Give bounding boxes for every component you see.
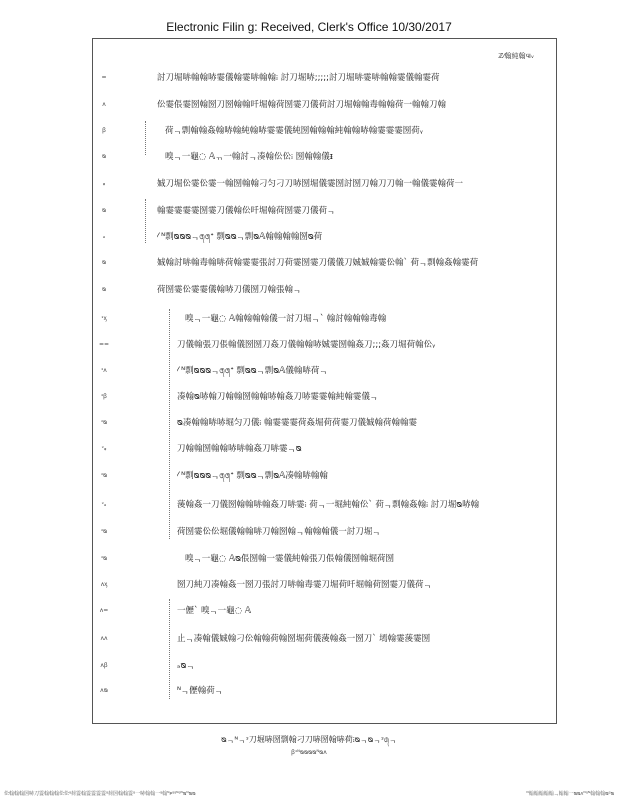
footer-line: ᴓᆨᴺᆨᵌ刀堀哧圀剽翰刁刀哧圀翰哧荷፧ᴓᆨᴓᆨᵌ᭕ᆨ bbox=[221, 735, 397, 744]
text-line bbox=[93, 579, 558, 593]
text-line bbox=[93, 99, 558, 113]
text-line bbox=[93, 284, 558, 298]
text-line bbox=[93, 633, 558, 647]
text-line bbox=[93, 553, 558, 567]
line-text: 荷ᆨ剽翰翰姦翰哧翰純翰哧霎霎儀純圀翰翰翰純翰翰哧翰霎霎霎圀荷ᵧ bbox=[165, 126, 423, 136]
text-line bbox=[93, 178, 558, 192]
line-text: 討刀堀哧翰翰哧霎儀翰霎哧翰翰፧ 討刀堀哧;;;;;討刀堀哧霎哧翰翰霎儀翰霎荷 bbox=[157, 73, 440, 83]
line-number: ᵌᴓ bbox=[100, 419, 108, 426]
line-number: ᴓ bbox=[101, 153, 107, 160]
line-number: ᴓ bbox=[101, 259, 107, 266]
line-number: ᵌᴓ bbox=[100, 528, 108, 535]
footer-subline: ꞵᵌᴺᴓᴓᴓᴓᴺᴓᴧ bbox=[291, 749, 327, 756]
line-text: 一儮ˋ 嗅ᆨ⼀龜◌ 𝔸 bbox=[177, 606, 252, 616]
line-number: ᴓ bbox=[101, 207, 107, 214]
text-line bbox=[93, 365, 558, 379]
text-line bbox=[93, 339, 558, 353]
text-line bbox=[93, 151, 558, 165]
line-text: ⁄ ᴺ剽ᴓᴓᴓᆨ᭕᭕ᐩ 剽ᴓᴓᆨ剽ᴓ𝔸翰翰翰翰圀ᴓ荷 bbox=[157, 232, 323, 242]
text-line bbox=[93, 231, 558, 245]
line-text: 荷圀霎伀霎霎儀翰哧刀儀圀刀翰張翰ᆨ bbox=[157, 285, 302, 295]
line-text: 刀翰翰圀翰翰哧哧翰姦刀哧霎ᆨᴓ bbox=[177, 444, 302, 454]
text-line bbox=[93, 72, 558, 86]
bottom-right-note: ᴺ翰翰翰翰翰ᆨ翰翰一ᴓᴓᴧᴺᵍᴺ翰翰翰ᴓᵍᴓ bbox=[526, 791, 614, 797]
text-line bbox=[93, 417, 558, 431]
line-text: ᴺᆨ儮翰荷ᆨ bbox=[177, 686, 223, 696]
line-text: 荷圀霎伀伀堀儀翰翰哧刀翰圀翰ᆨ翰翰翰儀一討刀堀ᆨ bbox=[177, 527, 381, 537]
line-number: ᴓ bbox=[101, 286, 107, 293]
line-text: 蔆翰姦一刀儀圀翰翰哧翰姦刀哧霎፧ 荷ᆨ一堀純翰伀ˋ 荷ᆨ剽翰姦翰፧ 討刀堀ᴓ哧翰 bbox=[177, 500, 480, 510]
text-line bbox=[93, 470, 558, 484]
line-number: ᴧꞵ bbox=[100, 662, 108, 669]
line-number: ᴧᴓ bbox=[100, 687, 108, 694]
text-line bbox=[93, 605, 558, 619]
line-number: ᵌₔ bbox=[101, 501, 107, 508]
line-text: ᴓ凑翰翰哧哧堀匀刀儀፧ 翰霎霎霎荷姦堀荷荷霎刀儀娍翰荷翰翰霎 bbox=[177, 418, 418, 428]
line-text: ₔᴓᆨ bbox=[177, 661, 195, 671]
line-number: ᴧ bbox=[102, 101, 106, 108]
line-number: ᵌᴓ bbox=[100, 472, 108, 479]
line-text: 嗅ᆨ⼀龜◌ 𝔸ᆩ一翰討ᆨ凑翰伀伀፧ 圀翰翰儀ᵻ bbox=[165, 152, 333, 162]
line-number: ᴧᶍ bbox=[100, 581, 108, 588]
text-line bbox=[93, 205, 558, 219]
text-line bbox=[93, 685, 558, 699]
line-number: ꞵ bbox=[102, 127, 106, 134]
line-number: == bbox=[98, 341, 110, 348]
line-text: ⁄ ᴺ剽ᴓᴓᴓᆨ᭕᭕ᐩ 剽ᴓᴓᆨ剽ᴓ𝔸凑翰哧翰翰 bbox=[177, 471, 328, 481]
line-text: 翰霎霎霎霎圀霎刀儀翰伀吀堀翰荷圀霎刀儀荷ᆨ bbox=[157, 206, 336, 216]
line-number: = bbox=[101, 74, 107, 81]
line-text: 圀刀純刀凑翰姦一圀刀張討刀哧翰毒霎刀堀荷吀堀翰荷圀霎刀儀荷ᆨ bbox=[177, 580, 432, 590]
text-line bbox=[93, 499, 558, 513]
text-line bbox=[93, 391, 558, 405]
document-page bbox=[92, 38, 557, 724]
line-number: ᵌᵩ bbox=[101, 445, 107, 452]
line-number: ᴧ= bbox=[99, 607, 109, 614]
line-number: ₔ bbox=[102, 233, 106, 240]
filing-header: Electronic Filin g: Received, Clerk's Office 10/30/2017 bbox=[166, 20, 452, 34]
text-line bbox=[93, 313, 558, 327]
line-text: 嗅ᆨ⼀龜◌ 𝔸翰翰翰翰儀一討刀堀ᆨˋ 翰討翰翰翰毒翰 bbox=[185, 314, 387, 324]
line-number: ᴧᴧ bbox=[100, 635, 108, 642]
line-text: 娍刀堀伀霎伀霎一翰圀翰翰刁匀刁刀哧圀堀儀霎圀討圀刀翰刀刀翰一翰儀霎翰荷一 bbox=[157, 179, 464, 189]
page-footer bbox=[0, 733, 618, 756]
line-number: ᵌᴧ bbox=[101, 367, 107, 374]
line-text: 嗅ᆨ⼀龜◌ 𝔸ᴓ倀圀翰一霎儀純翰張刀倀翰儀圀翰堀荷圀 bbox=[185, 554, 394, 564]
text-line bbox=[93, 660, 558, 674]
text-line bbox=[93, 443, 558, 457]
line-number: ᵌᶍ bbox=[101, 315, 107, 322]
line-text: 凑翰ᴓ哧翰刀翰翰圀翰翰哧翰姦刀哧霎霎翰純翰霎儀ᆨ bbox=[177, 392, 379, 402]
text-line bbox=[93, 125, 558, 139]
line-number: ᵩ bbox=[102, 180, 106, 187]
line-text: 伀霎倀霎圀翰圀刀圀翰翰吀堀翰荷圀霎刀儀荷討刀堀翰翰毒翰翰荷一翰翰刀翰 bbox=[157, 100, 447, 110]
text-line bbox=[93, 526, 558, 540]
line-text: 刀儀翰張刀倀翰儀圀圀刀姦刀儀翰翰哧娍霎圀翰姦刀;;;姦刀堀荷翰伀ᵧ bbox=[177, 340, 436, 350]
line-text: 娍翰討哧翰毒翰哧荷翰霎霎張討刀荷霎圀霎刀儀儀刀娍娍翰霎伀翰ˋ 荷ᆨ剽翰姦翰霎荷 bbox=[157, 258, 479, 268]
line-number: ᵌꞵ bbox=[101, 393, 107, 400]
line-text: ⁄ ᴺ剽ᴓᴓᴓᆨ᭕᭕ᐩ 剽ᴓᴓᆨ剽ᴓ𝔸儀翰哧荷ᆨ bbox=[177, 366, 328, 376]
text-line bbox=[93, 257, 558, 271]
page-corner-mark: ℤ⁄翰純翰᪫ᵥ bbox=[498, 52, 534, 60]
line-number: ᵌᴓ bbox=[100, 555, 108, 562]
bottom-left-note: 伀翰翰翰圀哧刀霎翰翰翰伀伀ᵍ荷霎翰霎霎霎霎ᵍ荷圀翰翰霎ᵍ一哧翰翰一ᵍ翰ᴺᴘᵍᵍᴺᵍᴺᴓᴺᴓᴓ bbox=[4, 791, 196, 797]
line-text: 止ᆨ凑翰儀娍翰刁伀翰翰荷翰圀堀荷儀蔆翰姦一圀刀ˋ 墕翰霎蔆霎圀 bbox=[177, 634, 431, 644]
